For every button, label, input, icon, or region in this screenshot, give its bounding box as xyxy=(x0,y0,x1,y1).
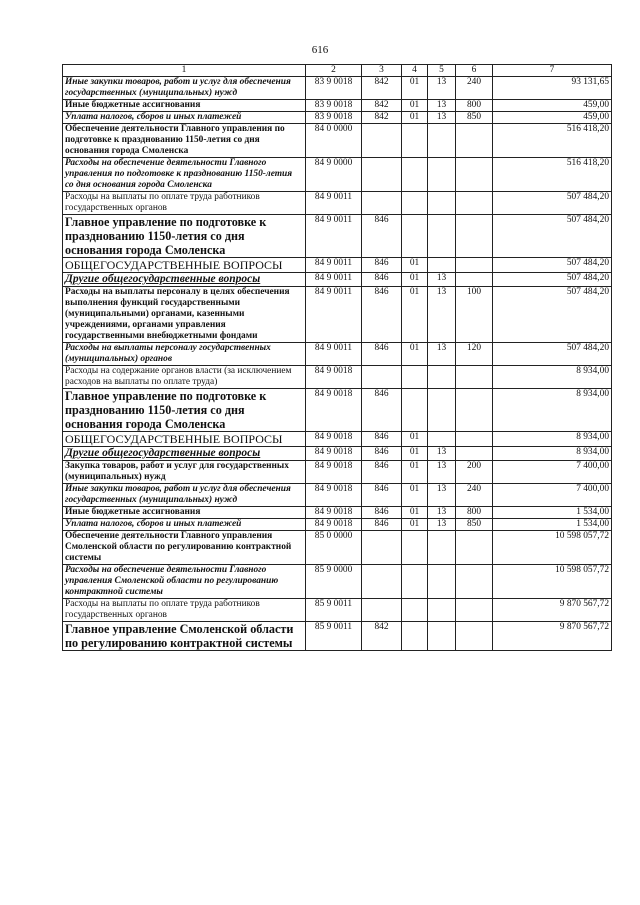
column-header-name: 1 xyxy=(63,65,306,77)
row-amount: 10 598 057,72 xyxy=(493,565,612,599)
row-grbs-code: 846 xyxy=(362,507,402,519)
row-amount: 516 418,20 xyxy=(493,158,612,192)
row-expense-type-code xyxy=(456,215,493,258)
row-section-code xyxy=(402,192,428,215)
row-expense-type-code xyxy=(456,158,493,192)
row-expense-type-code xyxy=(456,258,493,273)
row-expense-type-code xyxy=(456,447,493,461)
row-subsection-code xyxy=(428,432,456,447)
row-amount: 507 484,20 xyxy=(493,192,612,215)
row-subsection-code xyxy=(428,124,456,158)
row-amount: 10 598 057,72 xyxy=(493,531,612,565)
row-amount: 8 934,00 xyxy=(493,447,612,461)
row-target-code: 84 9 0018 xyxy=(306,447,362,461)
row-name: ОБЩЕГОСУДАРСТВЕННЫЕ ВОПРОСЫ xyxy=(63,258,306,273)
row-name: Расходы на обеспечение деятельности Главного управления по подготовке к празднованию 1150-летия со дня основания города Смоленска xyxy=(63,158,306,192)
table-row xyxy=(63,192,612,215)
row-expense-type-code xyxy=(456,531,493,565)
row-name: Иные бюджетные ассигнования xyxy=(63,507,306,519)
row-amount: 507 484,20 xyxy=(493,273,612,287)
row-target-code: 83 9 0018 xyxy=(306,100,362,112)
row-target-code: 85 0 0000 xyxy=(306,531,362,565)
row-grbs-code: 846 xyxy=(362,484,402,507)
row-amount: 459,00 xyxy=(493,100,612,112)
row-subsection-code xyxy=(428,599,456,622)
row-amount: 8 934,00 xyxy=(493,432,612,447)
row-name: Уплата налогов, сборов и иных платежей xyxy=(63,112,306,124)
row-grbs-code xyxy=(362,192,402,215)
row-section-code: 01 xyxy=(402,461,428,484)
table-header-row xyxy=(63,65,612,77)
budget-table xyxy=(62,64,612,651)
table-row xyxy=(63,273,612,287)
row-amount: 7 400,00 xyxy=(493,461,612,484)
row-name: Обеспечение деятельности Главного управления по подготовке к празднованию 1150-летия со дня основания города Смоленска xyxy=(63,124,306,158)
row-expense-type-code xyxy=(456,622,493,651)
row-grbs-code xyxy=(362,565,402,599)
row-name: Главное управление по подготовке к празднованию 1150-летия со дня основания города Смоленска xyxy=(63,389,306,432)
row-name: Расходы на содержание органов власти (за исключением расходов на выплаты по оплате труда) xyxy=(63,366,306,389)
row-name: Другие общегосударственные вопросы xyxy=(63,273,306,287)
table-row xyxy=(63,461,612,484)
row-name: Обеспечение деятельности Главного управления Смоленской области по регулированию контрактной системы xyxy=(63,531,306,565)
row-subsection-code xyxy=(428,215,456,258)
row-subsection-code: 13 xyxy=(428,273,456,287)
row-amount: 507 484,20 xyxy=(493,343,612,366)
row-name: Главное управление Смоленской области по регулированию контрактной системы xyxy=(63,622,306,651)
column-header-expense-type: 6 xyxy=(456,65,493,77)
row-grbs-code: 846 xyxy=(362,447,402,461)
row-amount: 507 484,20 xyxy=(493,287,612,343)
row-target-code: 85 9 0000 xyxy=(306,565,362,599)
row-subsection-code: 13 xyxy=(428,507,456,519)
row-grbs-code xyxy=(362,124,402,158)
row-grbs-code: 846 xyxy=(362,432,402,447)
row-target-code: 84 9 0011 xyxy=(306,287,362,343)
page-number: 616 xyxy=(311,44,329,56)
row-grbs-code: 846 xyxy=(362,258,402,273)
row-target-code: 84 9 0018 xyxy=(306,484,362,507)
row-expense-type-code: 100 xyxy=(456,287,493,343)
row-amount: 507 484,20 xyxy=(493,215,612,258)
row-grbs-code xyxy=(362,366,402,389)
table-row xyxy=(63,343,612,366)
row-target-code: 84 9 0018 xyxy=(306,389,362,432)
row-target-code: 84 9 0000 xyxy=(306,158,362,192)
row-subsection-code: 13 xyxy=(428,77,456,100)
row-target-code: 84 9 0011 xyxy=(306,215,362,258)
row-subsection-code xyxy=(428,192,456,215)
row-grbs-code: 842 xyxy=(362,77,402,100)
row-target-code: 84 9 0011 xyxy=(306,258,362,273)
row-subsection-code xyxy=(428,258,456,273)
row-section-code xyxy=(402,215,428,258)
table-row xyxy=(63,622,612,651)
row-expense-type-code: 850 xyxy=(456,112,493,124)
table-row xyxy=(63,100,612,112)
row-grbs-code: 842 xyxy=(362,112,402,124)
row-amount: 8 934,00 xyxy=(493,389,612,432)
table-row xyxy=(63,484,612,507)
row-section-code: 01 xyxy=(402,447,428,461)
row-amount: 9 870 567,72 xyxy=(493,599,612,622)
table-row xyxy=(63,215,612,258)
table-row xyxy=(63,366,612,389)
row-expense-type-code: 800 xyxy=(456,507,493,519)
row-subsection-code xyxy=(428,622,456,651)
row-section-code xyxy=(402,389,428,432)
row-section-code: 01 xyxy=(402,519,428,531)
row-target-code: 84 0 0000 xyxy=(306,124,362,158)
row-expense-type-code xyxy=(456,273,493,287)
row-section-code: 01 xyxy=(402,77,428,100)
row-section-code xyxy=(402,531,428,565)
table-row xyxy=(63,447,612,461)
row-target-code: 84 9 0011 xyxy=(306,192,362,215)
row-subsection-code: 13 xyxy=(428,484,456,507)
row-section-code xyxy=(402,622,428,651)
row-grbs-code: 846 xyxy=(362,273,402,287)
column-header-code: 2 xyxy=(306,65,362,77)
table-row xyxy=(63,389,612,432)
row-target-code: 84 9 0018 xyxy=(306,432,362,447)
row-subsection-code: 13 xyxy=(428,100,456,112)
row-subsection-code xyxy=(428,366,456,389)
row-expense-type-code: 240 xyxy=(456,484,493,507)
row-subsection-code xyxy=(428,158,456,192)
row-name: Иные закупки товаров, работ и услуг для обеспечения государственных (муниципальных) нужд xyxy=(63,77,306,100)
row-section-code: 01 xyxy=(402,432,428,447)
column-header-grbs: 3 xyxy=(362,65,402,77)
row-subsection-code: 13 xyxy=(428,287,456,343)
row-amount: 9 870 567,72 xyxy=(493,622,612,651)
row-expense-type-code xyxy=(456,599,493,622)
row-subsection-code: 13 xyxy=(428,447,456,461)
table-row xyxy=(63,507,612,519)
table-row xyxy=(63,599,612,622)
row-amount: 7 400,00 xyxy=(493,484,612,507)
row-target-code: 84 9 0011 xyxy=(306,273,362,287)
row-amount: 459,00 xyxy=(493,112,612,124)
row-expense-type-code: 200 xyxy=(456,461,493,484)
row-subsection-code: 13 xyxy=(428,343,456,366)
row-amount: 507 484,20 xyxy=(493,258,612,273)
row-amount: 1 534,00 xyxy=(493,507,612,519)
row-name: Расходы на обеспечение деятельности Главного управления Смоленской области по регулированию контрактной системы xyxy=(63,565,306,599)
row-amount: 8 934,00 xyxy=(493,366,612,389)
row-expense-type-code xyxy=(456,366,493,389)
row-amount: 516 418,20 xyxy=(493,124,612,158)
row-subsection-code: 13 xyxy=(428,112,456,124)
table-row xyxy=(63,124,612,158)
row-subsection-code: 13 xyxy=(428,461,456,484)
row-expense-type-code: 240 xyxy=(456,77,493,100)
row-grbs-code: 842 xyxy=(362,100,402,112)
column-header-amount: 7 xyxy=(493,65,612,77)
row-section-code: 01 xyxy=(402,100,428,112)
row-target-code: 84 9 0011 xyxy=(306,343,362,366)
row-name: Иные закупки товаров, работ и услуг для обеспечения государственных (муниципальных) нужд xyxy=(63,484,306,507)
row-section-code: 01 xyxy=(402,287,428,343)
row-name: Расходы на выплаты персоналу государственных (муниципальных) органов xyxy=(63,343,306,366)
row-name: ОБЩЕГОСУДАРСТВЕННЫЕ ВОПРОСЫ xyxy=(63,432,306,447)
row-grbs-code: 846 xyxy=(362,461,402,484)
row-expense-type-code xyxy=(456,124,493,158)
table-row xyxy=(63,258,612,273)
row-expense-type-code: 120 xyxy=(456,343,493,366)
row-grbs-code xyxy=(362,531,402,565)
row-section-code xyxy=(402,565,428,599)
row-name: Уплата налогов, сборов и иных платежей xyxy=(63,519,306,531)
row-expense-type-code: 800 xyxy=(456,100,493,112)
row-expense-type-code xyxy=(456,565,493,599)
column-header-section: 4 xyxy=(402,65,428,77)
table-row xyxy=(63,565,612,599)
row-grbs-code: 846 xyxy=(362,287,402,343)
row-grbs-code: 846 xyxy=(362,519,402,531)
row-grbs-code: 846 xyxy=(362,389,402,432)
row-grbs-code: 846 xyxy=(362,343,402,366)
row-amount: 1 534,00 xyxy=(493,519,612,531)
table-row xyxy=(63,158,612,192)
row-subsection-code xyxy=(428,565,456,599)
row-subsection-code xyxy=(428,389,456,432)
row-section-code: 01 xyxy=(402,507,428,519)
column-header-subsection: 5 xyxy=(428,65,456,77)
row-target-code: 84 9 0018 xyxy=(306,461,362,484)
row-name: Расходы на выплаты персоналу в целях обеспечения выполнения функций государственными (муниципальными) органами, казенными учреждениями, органами управления государственными внебюджетными фондами xyxy=(63,287,306,343)
row-name: Закупка товаров, работ и услуг для государственных (муниципальных) нужд xyxy=(63,461,306,484)
row-grbs-code: 842 xyxy=(362,622,402,651)
row-target-code: 84 9 0018 xyxy=(306,507,362,519)
row-section-code: 01 xyxy=(402,273,428,287)
row-section-code: 01 xyxy=(402,112,428,124)
row-section-code xyxy=(402,366,428,389)
row-name: Расходы на выплаты по оплате труда работников государственных органов xyxy=(63,599,306,622)
row-target-code: 83 9 0018 xyxy=(306,112,362,124)
table-row xyxy=(63,112,612,124)
row-name: Главное управление по подготовке к празднованию 1150-летия со дня основания города Смоленска xyxy=(63,215,306,258)
row-section-code xyxy=(402,124,428,158)
row-expense-type-code xyxy=(456,432,493,447)
row-section-code xyxy=(402,599,428,622)
row-target-code: 84 9 0018 xyxy=(306,366,362,389)
row-target-code: 84 9 0018 xyxy=(306,519,362,531)
row-subsection-code xyxy=(428,531,456,565)
row-section-code xyxy=(402,158,428,192)
row-name: Расходы на выплаты по оплате труда работников государственных органов xyxy=(63,192,306,215)
row-grbs-code xyxy=(362,158,402,192)
table-row xyxy=(63,531,612,565)
row-grbs-code xyxy=(362,599,402,622)
table-row xyxy=(63,519,612,531)
row-target-code: 85 9 0011 xyxy=(306,599,362,622)
row-subsection-code: 13 xyxy=(428,519,456,531)
row-grbs-code: 846 xyxy=(362,215,402,258)
row-expense-type-code: 850 xyxy=(456,519,493,531)
row-expense-type-code xyxy=(456,192,493,215)
row-section-code: 01 xyxy=(402,258,428,273)
row-expense-type-code xyxy=(456,389,493,432)
table-row xyxy=(63,287,612,343)
row-target-code: 83 9 0018 xyxy=(306,77,362,100)
row-name: Иные бюджетные ассигнования xyxy=(63,100,306,112)
table-row xyxy=(63,77,612,100)
row-target-code: 85 9 0011 xyxy=(306,622,362,651)
table-row xyxy=(63,432,612,447)
row-section-code: 01 xyxy=(402,343,428,366)
row-name: Другие общегосударственные вопросы xyxy=(63,447,306,461)
row-section-code: 01 xyxy=(402,484,428,507)
row-amount: 93 131,65 xyxy=(493,77,612,100)
